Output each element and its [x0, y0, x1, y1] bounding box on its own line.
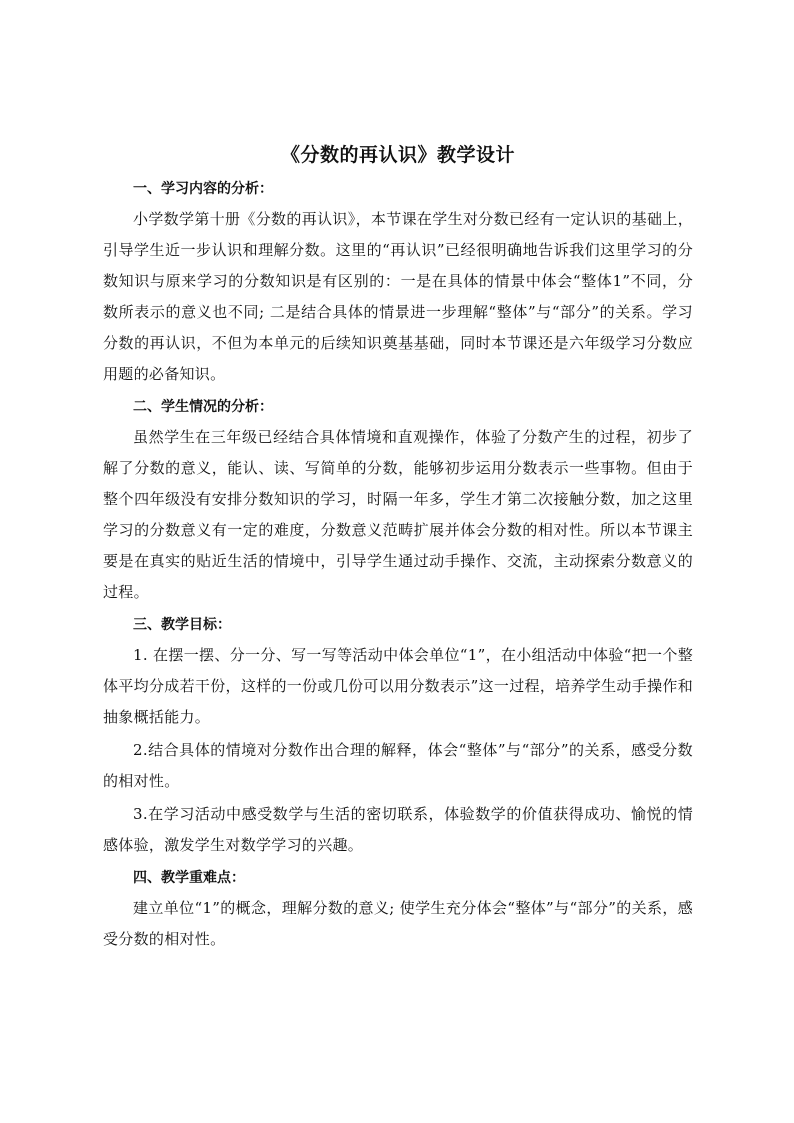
section-paragraph: 3.在学习活动中感受数学与生活的密切联系，体验数学的价值获得成功、愉悦的情感体验，激发学生对数学学习的兴趣。	[103, 805, 693, 854]
section-paragraph: 1. 在摆一摆、分一分、写一写等活动中体会单位“1”，在小组活动中体验“把一个整体平均分成若干份，这样的一份或几份可以用分数表示”这一过程，培养学生动手操作和抽象概括能力。	[103, 646, 693, 726]
document-body	[103, 140, 693, 957]
section-student-analysis	[103, 392, 693, 608]
section-paragraph: 建立单位“1”的概念，理解分数的意义; 使学生充分体会“整体”与“部分”的关系，感受分数的相对性。	[103, 899, 693, 948]
document-title: 《分数的再认识》教学设计	[280, 144, 515, 166]
section-heading: 三、教学目标：	[133, 617, 231, 633]
section-paragraph: 虽然学生在三年级已经结合具体情境和直观操作，体验了分数产生的过程，初步了解了分数的意义，能认、读、写简单的分数，能够初步运用分数表示一些事物。但由于整个四年级没有安排分数知识的学习，时隔一年多，学生才第二次接触分数，加之这里学习的分数意义有一定的难度，分数意义范畴扩展并体会分数的相对性。所以本节课主要是在真实的贴近生活的情境中，引导学生通过动手操作、交流，主动探索分数意义的过程。	[103, 428, 693, 601]
section-paragraph: 2.结合具体的情境对分数作出合理的解释，体会“整体”与“部分”的关系，感受分数的相对性。	[103, 741, 693, 790]
section-heading: 四、教学重难点：	[133, 870, 245, 886]
section-content-analysis	[103, 174, 693, 390]
section-heading: 一、学习内容的分析：	[133, 181, 273, 197]
section-key-difficulties	[103, 863, 693, 955]
section-paragraph: 小学数学第十册《分数的再认识》，本节课在学生对分数已经有一定认识的基础上，引导学生近一步认识和理解分数。这里的“再认识”已经很明确地告诉我们这里学习的分数知识与原来学习的分数知识是有区别的：一是在具体的情景中体会“整体1”不同，分数所表示的意义也不同; 二是结合具体的情景进一步理解“整体”与“部分”的关系。学习分数的再认识，不但为本单元的后续知识奠基基础，同时本节课还是六年级学习分数应用题的必备知识。	[103, 210, 693, 383]
section-heading: 二、学生情况的分析：	[133, 399, 273, 415]
section-teaching-goals	[103, 610, 693, 861]
